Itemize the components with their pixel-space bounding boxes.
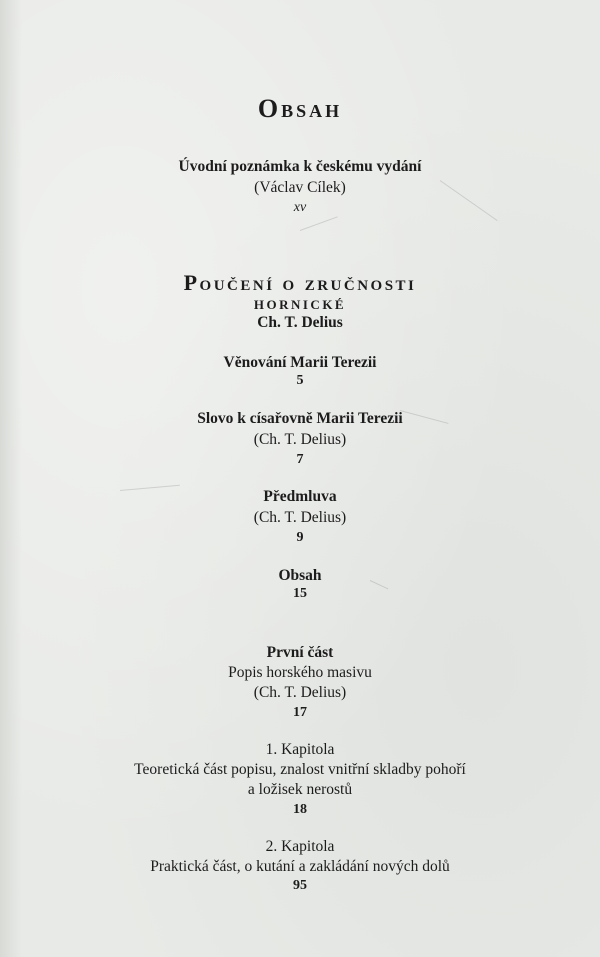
toc-entry-page: 17 [293, 705, 307, 720]
intro-page: xv [293, 200, 307, 215]
toc-entry-page: 9 [296, 530, 304, 545]
toc-entry-page: 18 [293, 802, 307, 817]
intro-author: (Václav Cílek) [254, 179, 346, 196]
toc-entry-author: (Ch. T. Delius) [253, 684, 347, 701]
toc-entry-heading: 1. Kapitola [265, 741, 335, 758]
section-title-line2: hornické [253, 293, 347, 314]
toc-entry-subtitle: Teoretická část popisu, znalost vnitřní skladby pohoří [134, 761, 466, 778]
toc-entry-heading: Slovo k císařovně Marii Terezii [197, 410, 403, 427]
toc-entry-author: (Ch. T. Delius) [253, 509, 347, 526]
section-author: Ch. T. Delius [257, 314, 343, 331]
toc-entry-page: 7 [296, 452, 304, 467]
toc-entry-heading: Věnování Marii Terezii [223, 354, 377, 371]
toc-entry-subtitle: a ložisek nerostů [247, 781, 353, 798]
page-title: Obsah [257, 94, 343, 123]
toc-entry-heading: První část [266, 644, 334, 661]
section-title-line1: Poučení o zručnosti [183, 270, 417, 295]
toc-entry-page: 5 [296, 373, 304, 388]
toc-entry-subtitle: Praktická část, o kutání a zakládání nových dolů [150, 858, 450, 875]
toc-entry-page: 95 [293, 878, 307, 893]
toc-entry-subtitle: Popis horského masivu [228, 664, 372, 681]
toc-entry-page: 15 [293, 586, 307, 601]
toc-entry-heading: 2. Kapitola [265, 838, 335, 855]
toc-entry-author: (Ch. T. Delius) [253, 431, 347, 448]
paper-fiber [300, 216, 338, 231]
intro-heading: Úvodní poznámka k českému vydání [178, 158, 422, 175]
toc-entry-heading: Předmluva [263, 488, 337, 505]
toc-entry-heading: Obsah [278, 567, 322, 584]
